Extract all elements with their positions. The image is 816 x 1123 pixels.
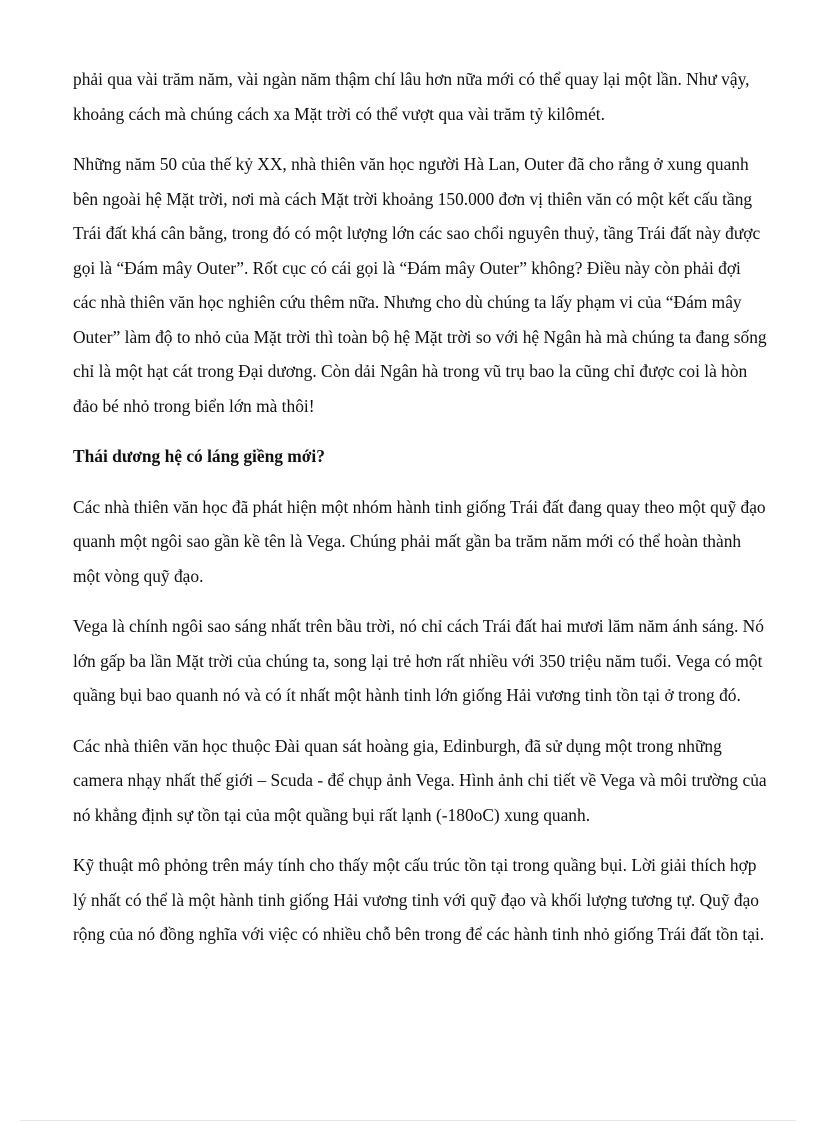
paragraph-outer-cloud: Những năm 50 của thế kỷ XX, nhà thiên văn học người Hà Lan, Outer đã cho rằng ở xung quanh bên ngoài hệ Mặt trời, nơi mà cách Mặt trời khoảng 150.000 đơn vị thiên văn có một kết cấu tầng Trái đất khá cân bằng, trong đó có một lượng lớn các sao chổi nguyên thuỷ, tầng Trái đất này được gọi là “Đám mây Outer”. Rốt cục có cái gọi là “Đám mây Outer” không? Điều này còn phải đợi các nhà thiên văn học nghiên cứu thêm nữa. Nhưng cho dù chúng ta lấy phạm vi của “Đám mây Outer” làm độ to nhỏ của Mặt trời thì toàn bộ hệ Mặt trời so với hệ Ngân hà mà chúng ta đang sống chỉ là một hạt cát trong Đại dương. Còn dải Ngân hà trong vũ trụ bao la cũng chỉ được coi là hòn đảo bé nhỏ trong biển lớn mà thôi! xyxy=(73,154,767,416)
paragraph-vega-discovery: Các nhà thiên văn học đã phát hiện một nhóm hành tinh giống Trái đất đang quay theo một quỹ đạo quanh một ngôi sao gần kề tên là Vega. Chúng phải mất gần ba trăm năm mới có thể hoàn thành một vòng quỹ đạo. xyxy=(73,496,766,586)
page-bottom-divider xyxy=(20,1120,796,1121)
document-page xyxy=(73,62,768,968)
paragraph-simulation: Kỹ thuật mô phỏng trên máy tính cho thấy một cấu trúc tồn tại trong quầng bụi. Lời giải thích hợp lý nhất có thể là một hành tinh giống Hải vương tinh với quỹ đạo và khối lượng tương tự. Quỹ đạo rộng của nó đồng nghĩa với việc có nhiều chỗ bên trong để các hành tinh nhỏ giống Trái đất tồn tại. xyxy=(73,855,765,944)
paragraph-comet-orbit: phải qua vài trăm năm, vài ngàn năm thậm chí lâu hơn nữa mới có thể quay lại một lần. Như vậy, khoảng cách mà chúng cách xa Mặt trời có thể vượt qua vài trăm tỷ kilômét. xyxy=(73,69,750,124)
section-heading: Thái dương hệ có láng giềng mới? xyxy=(73,446,325,466)
paragraph-vega-description: Vega là chính ngôi sao sáng nhất trên bầu trời, nó chỉ cách Trái đất hai mươi lăm năm ánh sáng. Nó lớn gấp ba lần Mặt trời của chúng ta, song lại trẻ hơn rất nhiều với 350 triệu năm tuổi. Vega có một quầng bụi bao quanh nó và có ít nhất một hành tinh lớn giống Hải vương tinh tồn tại ở trong đó. xyxy=(73,616,764,705)
paragraph-scuda-camera: Các nhà thiên văn học thuộc Đài quan sát hoàng gia, Edinburgh, đã sử dụng một trong những camera nhạy nhất thế giới – Scuda - để chụp ảnh Vega. Hình ảnh chi tiết về Vega và môi trường của nó khẳng định sự tồn tại của một quầng bụi rất lạnh (-180oC) xung quanh. xyxy=(73,735,767,825)
